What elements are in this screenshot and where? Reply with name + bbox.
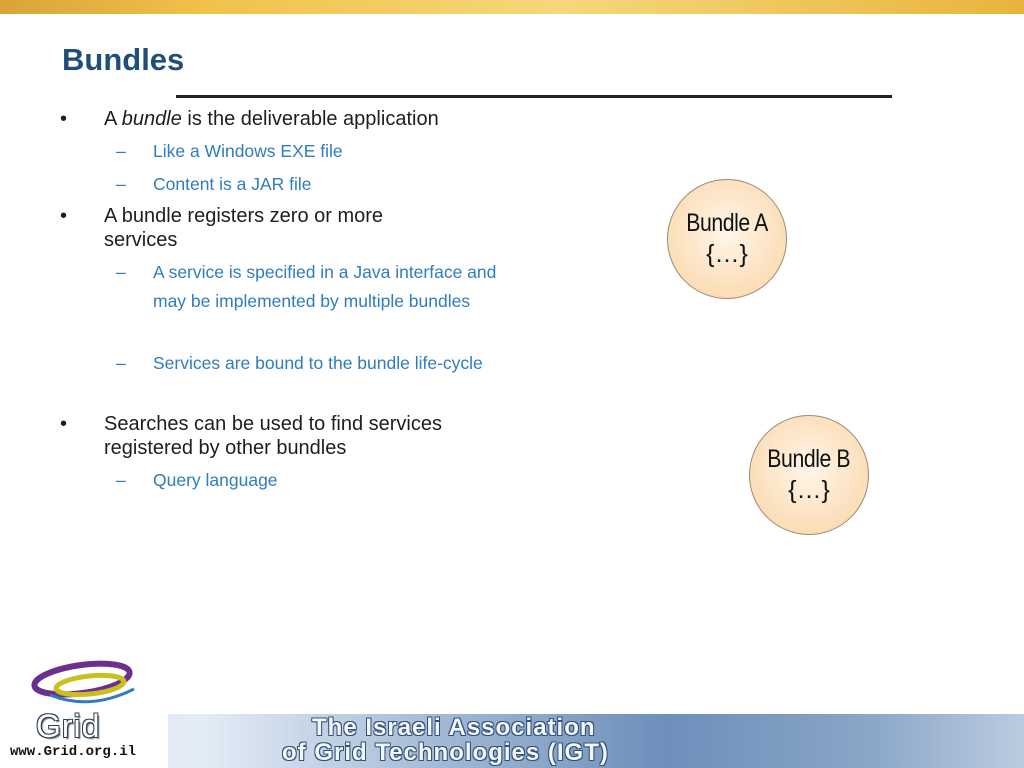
footer-banner-text	[282, 715, 802, 765]
bullet-item	[60, 107, 514, 131]
bundle-b-name: Bundle B	[767, 445, 851, 473]
bundle-b-circle	[749, 415, 869, 535]
bullet-text-suffix: is the deliverable application	[181, 108, 439, 130]
sub-bullet-text: Services are bound to the bundle life-cycle	[153, 353, 483, 373]
dash-glyph: –	[116, 141, 126, 161]
dash-glyph: –	[116, 470, 126, 490]
sub-bullet-text: Like a Windows EXE file	[153, 141, 343, 161]
sub-bullet-item	[116, 170, 498, 199]
sub-bullet-item	[116, 137, 498, 166]
bullet-text-emphasis: bundle	[121, 108, 182, 130]
bullet-text: A bundle registers zero or more services	[104, 205, 384, 251]
bullet-text: Searches can be used to find services registered by other bundles	[104, 413, 442, 459]
sub-bullet-text: Query language	[153, 470, 278, 490]
bullet-text-prefix: A	[104, 108, 122, 130]
bullet-item	[60, 412, 504, 460]
bundle-a-circle	[667, 179, 787, 299]
dash-glyph: –	[116, 353, 126, 373]
sub-bullet-text: A service is specified in a Java interface and may be implemented by multiple bundles	[153, 262, 497, 311]
bundle-a-body: {…}	[706, 240, 748, 268]
bundle-b-body: {…}	[788, 476, 830, 504]
footer-banner-line1: The Israeli Association	[312, 714, 596, 741]
sub-bullet-text: Content is a JAR file	[153, 174, 312, 194]
bullet-glyph: •	[60, 108, 68, 130]
sub-bullet-item	[116, 258, 498, 315]
grid-logo-text: Grid	[36, 708, 101, 744]
bullet-item	[60, 204, 444, 252]
grid-logo-swoosh-icon	[30, 655, 150, 715]
dash-glyph: –	[116, 262, 126, 282]
slide-title: Bundles	[62, 42, 185, 77]
footer-banner-line2: of Grid Technologies (IGT)	[282, 739, 609, 766]
dash-glyph: –	[116, 174, 126, 194]
footer-url[interactable]: www.Grid.org.il	[10, 744, 137, 760]
bundle-a-name: Bundle A	[686, 209, 768, 237]
bullet-glyph: •	[60, 205, 68, 227]
bullet-glyph: •	[60, 413, 68, 435]
sub-bullet-item	[116, 466, 498, 495]
sub-bullet-item	[116, 349, 498, 378]
